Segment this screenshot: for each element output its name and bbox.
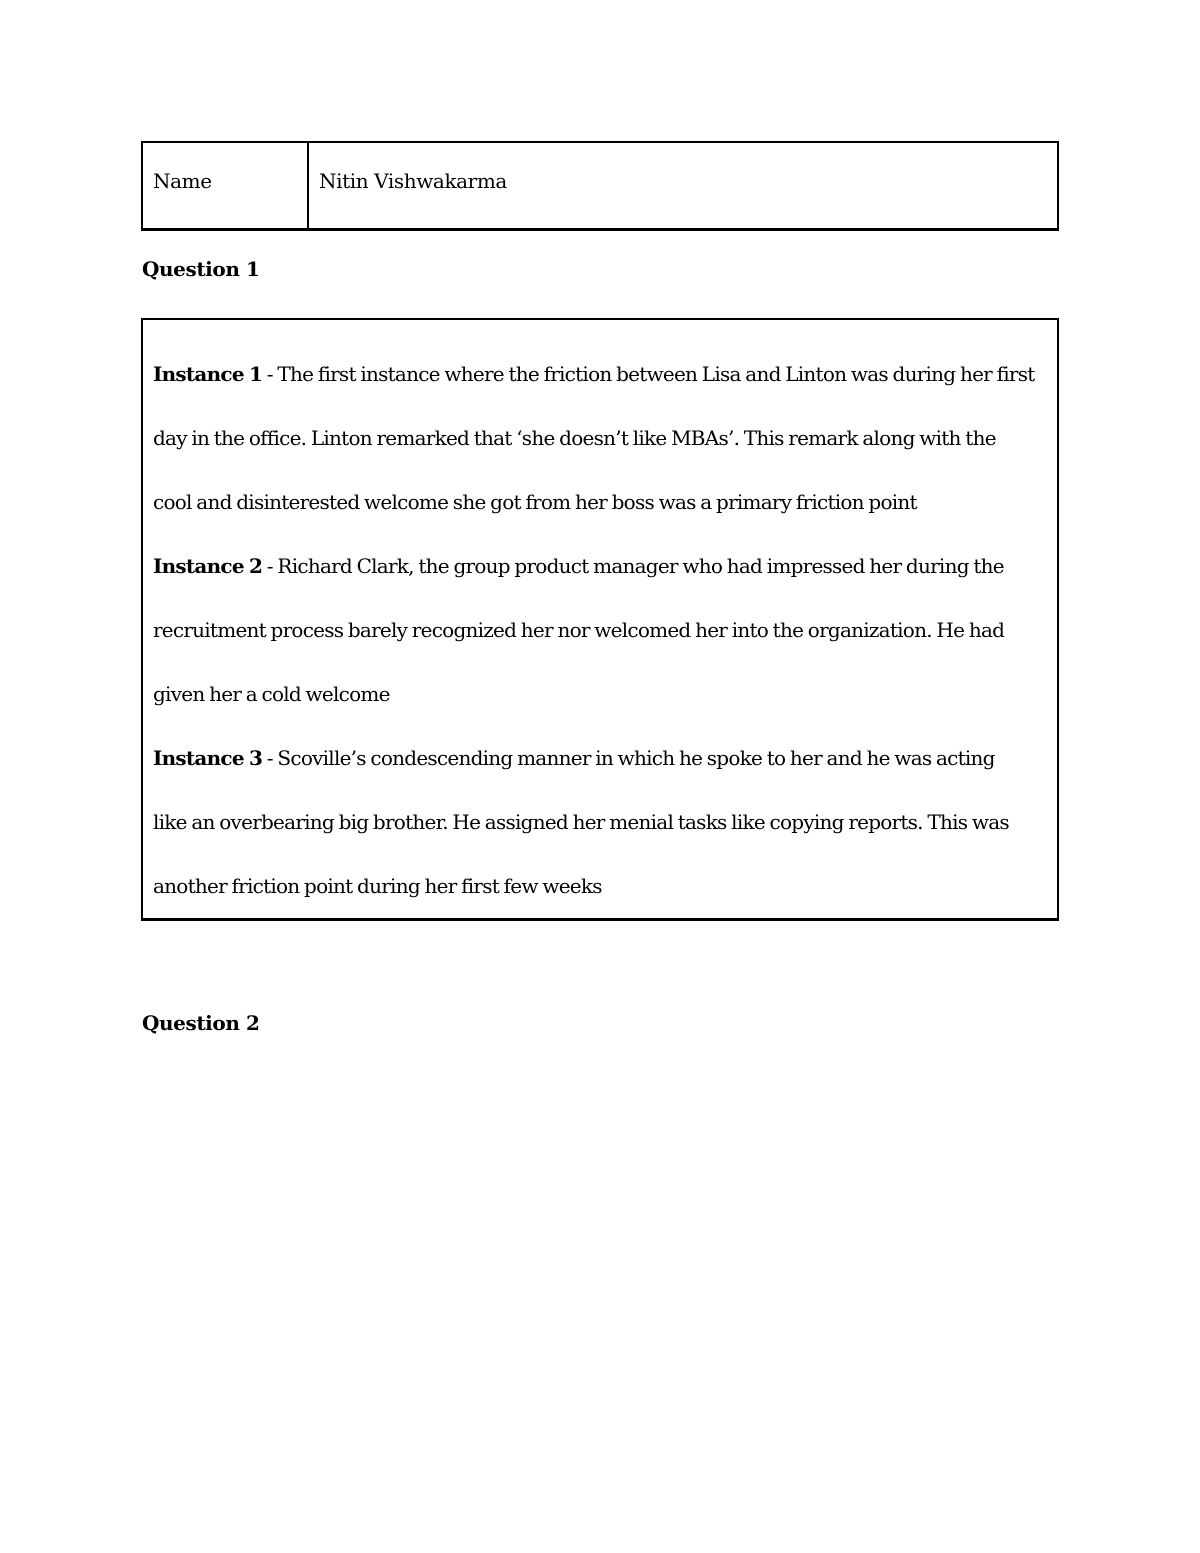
name-table [141,141,1059,231]
instance-3-text: - Scoville’s condescending manner in which he spoke to her and he was acting [262,746,995,770]
instance-1-line-1 [153,342,1047,406]
question-1-heading: Question 1 [142,257,260,281]
question-2-heading: Question 2 [142,1011,260,1035]
name-value: Nitin Vishwakarma [319,169,507,193]
instance-3-label: Instance 3 [153,746,263,770]
instance-1-text: - The first instance where the friction between Lisa and Linton was during her first [262,362,1035,386]
instance-3-line-2: like an overbearing big brother. He assigned her menial tasks like copying reports. This was [153,810,1009,834]
instance-1-label: Instance 1 [153,362,263,386]
instance-2-label: Instance 2 [153,554,263,578]
instance-3-line-1 [153,726,1047,790]
instance-1-line-3: cool and disinterested welcome she got from her boss was a primary friction point [153,490,917,514]
instance-2-line-1 [153,534,1047,598]
instance-2-text: - Richard Clark, the group product manager who had impressed her during the [262,554,1004,578]
instance-2-line-3: given her a cold welcome [153,682,390,706]
instance-3-line-3: another friction point during her first few weeks [153,874,602,898]
instance-1-line-2: day in the office. Linton remarked that ‘she doesn’t like MBAs’. This remark along with the [153,426,996,450]
instance-2-line-2: recruitment process barely recognized her nor welcomed her into the organization. He had [153,618,1005,642]
question-1-answer-box [141,318,1059,921]
name-label: Name [143,143,309,228]
